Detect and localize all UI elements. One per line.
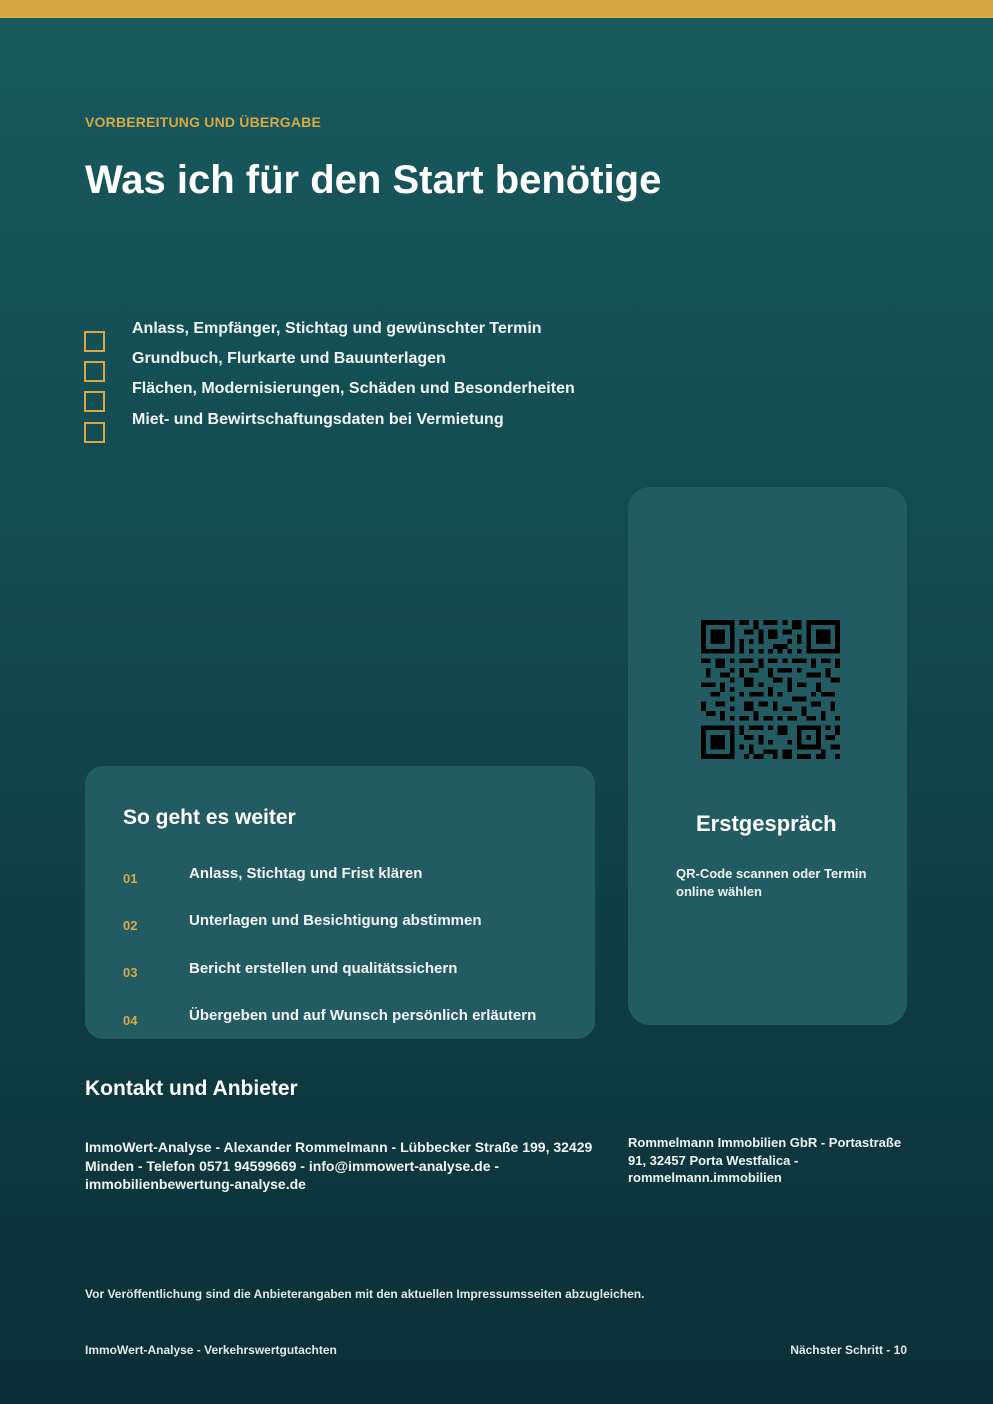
page-title: Was ich für den Start benötige bbox=[85, 158, 662, 202]
next-steps-card bbox=[85, 766, 595, 1039]
step-text: Unterlagen und Besichtigung abstimmen bbox=[189, 912, 482, 929]
checklist-item: Anlass, Empfänger, Stichtag und gewünschter Termin bbox=[132, 320, 542, 337]
checkbox-icon bbox=[84, 422, 105, 443]
checklist-item: Grundbuch, Flurkarte und Bauunterlagen bbox=[132, 350, 446, 367]
step-number: 01 bbox=[123, 871, 138, 886]
contact-provider-primary: ImmoWert-Analyse - Alexander Rommelmann - Lübbecker Straße 199, 32429 Minden - Telefon 0571 94599669 - info@immowert-analyse.de - immobilienbewertung-analyse.de bbox=[85, 1139, 593, 1192]
qr-card-text: QR-Code scannen oder Termin online wählen bbox=[676, 866, 867, 899]
disclaimer-note: Vor Veröffentlichung sind die Anbieterangaben mit den aktuellen Impressumsseiten abzugleichen. bbox=[85, 1287, 645, 1301]
step-number: 03 bbox=[123, 965, 138, 980]
step-text: Anlass, Stichtag und Frist klären bbox=[189, 865, 423, 882]
checkbox-icon bbox=[84, 361, 105, 382]
qr-code[interactable] bbox=[701, 620, 840, 759]
step-text: Übergeben und auf Wunsch persönlich erläutern bbox=[189, 1007, 537, 1024]
next-steps-title: So geht es weiter bbox=[123, 806, 296, 829]
footer-left: ImmoWert-Analyse - Verkehrswertgutachten bbox=[85, 1343, 337, 1357]
qr-card-title: Erstgespräch bbox=[696, 811, 837, 836]
qr-card bbox=[628, 487, 907, 1025]
checklist-item: Flächen, Modernisierungen, Schäden und Besonderheiten bbox=[132, 380, 575, 397]
checklist-item: Miet- und Bewirtschaftungsdaten bei Vermietung bbox=[132, 411, 504, 428]
footer-page-number: Nächster Schritt - 10 bbox=[790, 1343, 907, 1357]
step-number: 02 bbox=[123, 918, 138, 933]
checkbox-icon bbox=[84, 391, 105, 412]
step-number: 04 bbox=[123, 1013, 138, 1028]
step-text: Bericht erstellen und qualitätssichern bbox=[189, 960, 458, 977]
contact-title: Kontakt und Anbieter bbox=[85, 1077, 298, 1100]
section-eyebrow: VORBEREITUNG UND ÜBERGABE bbox=[85, 114, 322, 130]
checkbox-icon bbox=[84, 331, 105, 352]
contact-provider-secondary: Rommelmann Immobilien GbR - Portastraße 91, 32457 Porta Westfalica - rommelmann.immobilien bbox=[628, 1135, 902, 1185]
top-accent-bar bbox=[0, 0, 993, 18]
